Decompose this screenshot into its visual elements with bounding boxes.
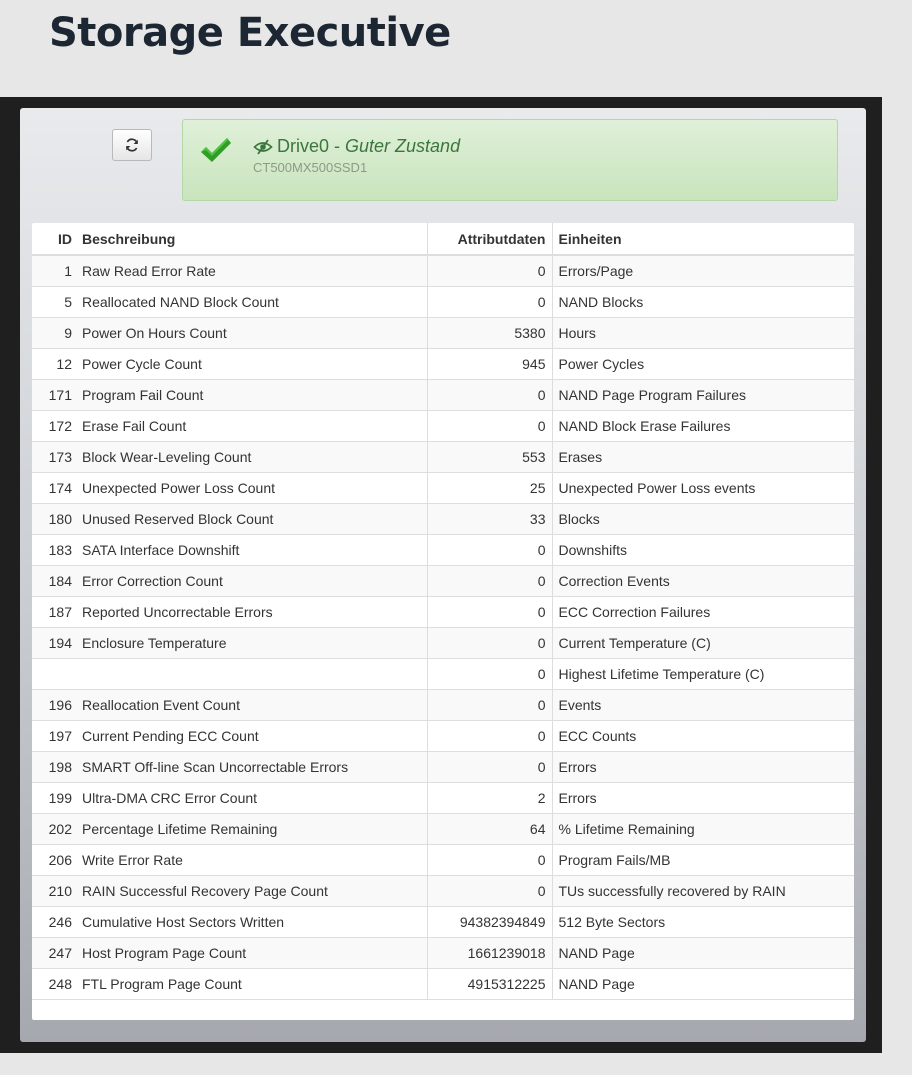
cell-id: 173 bbox=[32, 441, 76, 472]
cell-data: 0 bbox=[427, 410, 552, 441]
cell-description: SATA Interface Downshift bbox=[76, 534, 427, 565]
cell-data: 64 bbox=[427, 813, 552, 844]
table-body bbox=[32, 255, 854, 999]
table-row bbox=[32, 596, 854, 627]
table-row bbox=[32, 751, 854, 782]
cell-units: Power Cycles bbox=[552, 348, 854, 379]
cell-units: Highest Lifetime Temperature (C) bbox=[552, 658, 854, 689]
cell-id: 12 bbox=[32, 348, 76, 379]
cell-description: Reallocated NAND Block Count bbox=[76, 286, 427, 317]
cell-units: Errors/Page bbox=[552, 255, 854, 286]
header-id: ID bbox=[32, 223, 76, 255]
cell-data: 0 bbox=[427, 286, 552, 317]
eye-slash-icon bbox=[253, 138, 273, 156]
table-row bbox=[32, 689, 854, 720]
smart-table-card bbox=[32, 223, 854, 1020]
cell-description: Block Wear-Leveling Count bbox=[76, 441, 427, 472]
cell-description: Unexpected Power Loss Count bbox=[76, 472, 427, 503]
drive-model: CT500MX500SSD1 bbox=[253, 160, 368, 175]
table-row bbox=[32, 782, 854, 813]
cell-data: 0 bbox=[427, 658, 552, 689]
cell-description: Program Fail Count bbox=[76, 379, 427, 410]
cell-description: RAIN Successful Recovery Page Count bbox=[76, 875, 427, 906]
cell-units: NAND Page bbox=[552, 968, 854, 999]
drive-separator: - bbox=[329, 136, 346, 156]
page-title: Storage Executive bbox=[49, 10, 451, 56]
cell-id: 206 bbox=[32, 844, 76, 875]
cell-id: 194 bbox=[32, 627, 76, 658]
cell-units: ECC Counts bbox=[552, 720, 854, 751]
cell-units: NAND Page bbox=[552, 937, 854, 968]
cell-data: 945 bbox=[427, 348, 552, 379]
cell-units: Program Fails/MB bbox=[552, 844, 854, 875]
cell-data: 2 bbox=[427, 782, 552, 813]
cell-data: 0 bbox=[427, 875, 552, 906]
cell-units: Errors bbox=[552, 751, 854, 782]
cell-data: 0 bbox=[427, 255, 552, 286]
cell-description: FTL Program Page Count bbox=[76, 968, 427, 999]
table-row bbox=[32, 813, 854, 844]
table-row bbox=[32, 472, 854, 503]
table-row bbox=[32, 720, 854, 751]
drive-name: Drive0 bbox=[277, 136, 330, 156]
cell-data: 94382394849 bbox=[427, 906, 552, 937]
table-row bbox=[32, 286, 854, 317]
cell-units: Current Temperature (C) bbox=[552, 627, 854, 658]
cell-data: 0 bbox=[427, 720, 552, 751]
cell-data: 4915312225 bbox=[427, 968, 552, 999]
table-row bbox=[32, 906, 854, 937]
cell-id: 199 bbox=[32, 782, 76, 813]
table-row bbox=[32, 317, 854, 348]
cell-units: Unexpected Power Loss events bbox=[552, 472, 854, 503]
cell-id: 180 bbox=[32, 503, 76, 534]
header-data: Attributdaten bbox=[427, 223, 552, 255]
cell-id: 171 bbox=[32, 379, 76, 410]
cell-data: 0 bbox=[427, 844, 552, 875]
cell-data: 553 bbox=[427, 441, 552, 472]
table-header-row bbox=[32, 223, 854, 255]
table-row bbox=[32, 565, 854, 596]
cell-description: Percentage Lifetime Remaining bbox=[76, 813, 427, 844]
table-row bbox=[32, 503, 854, 534]
cell-description: Reported Uncorrectable Errors bbox=[76, 596, 427, 627]
cell-description: Enclosure Temperature bbox=[76, 627, 427, 658]
cell-id: 172 bbox=[32, 410, 76, 441]
cell-id: 247 bbox=[32, 937, 76, 968]
cell-id bbox=[32, 658, 76, 689]
table-row bbox=[32, 410, 854, 441]
cell-description: Write Error Rate bbox=[76, 844, 427, 875]
cell-id: 187 bbox=[32, 596, 76, 627]
table-row bbox=[32, 658, 854, 689]
table-row bbox=[32, 937, 854, 968]
cell-id: 174 bbox=[32, 472, 76, 503]
cell-units: NAND Page Program Failures bbox=[552, 379, 854, 410]
cell-data: 5380 bbox=[427, 317, 552, 348]
drive-panel bbox=[20, 108, 866, 1042]
cell-description: Raw Read Error Rate bbox=[76, 255, 427, 286]
cell-data: 0 bbox=[427, 689, 552, 720]
cell-id: 5 bbox=[32, 286, 76, 317]
cell-units: 512 Byte Sectors bbox=[552, 906, 854, 937]
cell-units: Erases bbox=[552, 441, 854, 472]
smart-attributes-table bbox=[32, 223, 854, 1000]
cell-data: 0 bbox=[427, 379, 552, 410]
cell-description: Power On Hours Count bbox=[76, 317, 427, 348]
cell-units: % Lifetime Remaining bbox=[552, 813, 854, 844]
cell-id: 184 bbox=[32, 565, 76, 596]
cell-description: Reallocation Event Count bbox=[76, 689, 427, 720]
cell-data: 0 bbox=[427, 596, 552, 627]
cell-description bbox=[76, 658, 427, 689]
drive-status-box bbox=[182, 119, 838, 201]
table-row bbox=[32, 875, 854, 906]
cell-units: Errors bbox=[552, 782, 854, 813]
cell-units: Downshifts bbox=[552, 534, 854, 565]
cell-id: 198 bbox=[32, 751, 76, 782]
table-row bbox=[32, 627, 854, 658]
cell-data: 0 bbox=[427, 534, 552, 565]
cell-description: Current Pending ECC Count bbox=[76, 720, 427, 751]
table-row bbox=[32, 379, 854, 410]
cell-data: 0 bbox=[427, 565, 552, 596]
cell-description: Erase Fail Count bbox=[76, 410, 427, 441]
cell-description: Host Program Page Count bbox=[76, 937, 427, 968]
table-row bbox=[32, 348, 854, 379]
cell-description: SMART Off-line Scan Uncorrectable Errors bbox=[76, 751, 427, 782]
table-row bbox=[32, 844, 854, 875]
cell-data: 0 bbox=[427, 751, 552, 782]
cell-units: Hours bbox=[552, 317, 854, 348]
refresh-icon bbox=[124, 137, 140, 153]
header-units: Einheiten bbox=[552, 223, 854, 255]
content-frame bbox=[0, 97, 882, 1053]
cell-id: 248 bbox=[32, 968, 76, 999]
check-icon bbox=[199, 135, 233, 167]
cell-data: 25 bbox=[427, 472, 552, 503]
cell-description: Unused Reserved Block Count bbox=[76, 503, 427, 534]
cell-data: 1661239018 bbox=[427, 937, 552, 968]
cell-description: Cumulative Host Sectors Written bbox=[76, 906, 427, 937]
drive-status-line bbox=[253, 136, 460, 157]
cell-id: 183 bbox=[32, 534, 76, 565]
cell-id: 9 bbox=[32, 317, 76, 348]
drive-state: Guter Zustand bbox=[345, 136, 461, 156]
table-row bbox=[32, 534, 854, 565]
cell-units: NAND Blocks bbox=[552, 286, 854, 317]
cell-id: 1 bbox=[32, 255, 76, 286]
cell-units: Blocks bbox=[552, 503, 854, 534]
cell-units: Events bbox=[552, 689, 854, 720]
cell-description: Power Cycle Count bbox=[76, 348, 427, 379]
cell-units: NAND Block Erase Failures bbox=[552, 410, 854, 441]
cell-units: ECC Correction Failures bbox=[552, 596, 854, 627]
cell-id: 202 bbox=[32, 813, 76, 844]
cell-data: 0 bbox=[427, 627, 552, 658]
cell-id: 246 bbox=[32, 906, 76, 937]
cell-units: Correction Events bbox=[552, 565, 854, 596]
table-row bbox=[32, 968, 854, 999]
cell-id: 210 bbox=[32, 875, 76, 906]
header-description: Beschreibung bbox=[76, 223, 427, 255]
refresh-button[interactable] bbox=[112, 129, 152, 161]
cell-data: 33 bbox=[427, 503, 552, 534]
table-row bbox=[32, 255, 854, 286]
cell-id: 196 bbox=[32, 689, 76, 720]
table-row bbox=[32, 441, 854, 472]
cell-id: 197 bbox=[32, 720, 76, 751]
cell-description: Ultra-DMA CRC Error Count bbox=[76, 782, 427, 813]
cell-description: Error Correction Count bbox=[76, 565, 427, 596]
cell-units: TUs successfully recovered by RAIN bbox=[552, 875, 854, 906]
